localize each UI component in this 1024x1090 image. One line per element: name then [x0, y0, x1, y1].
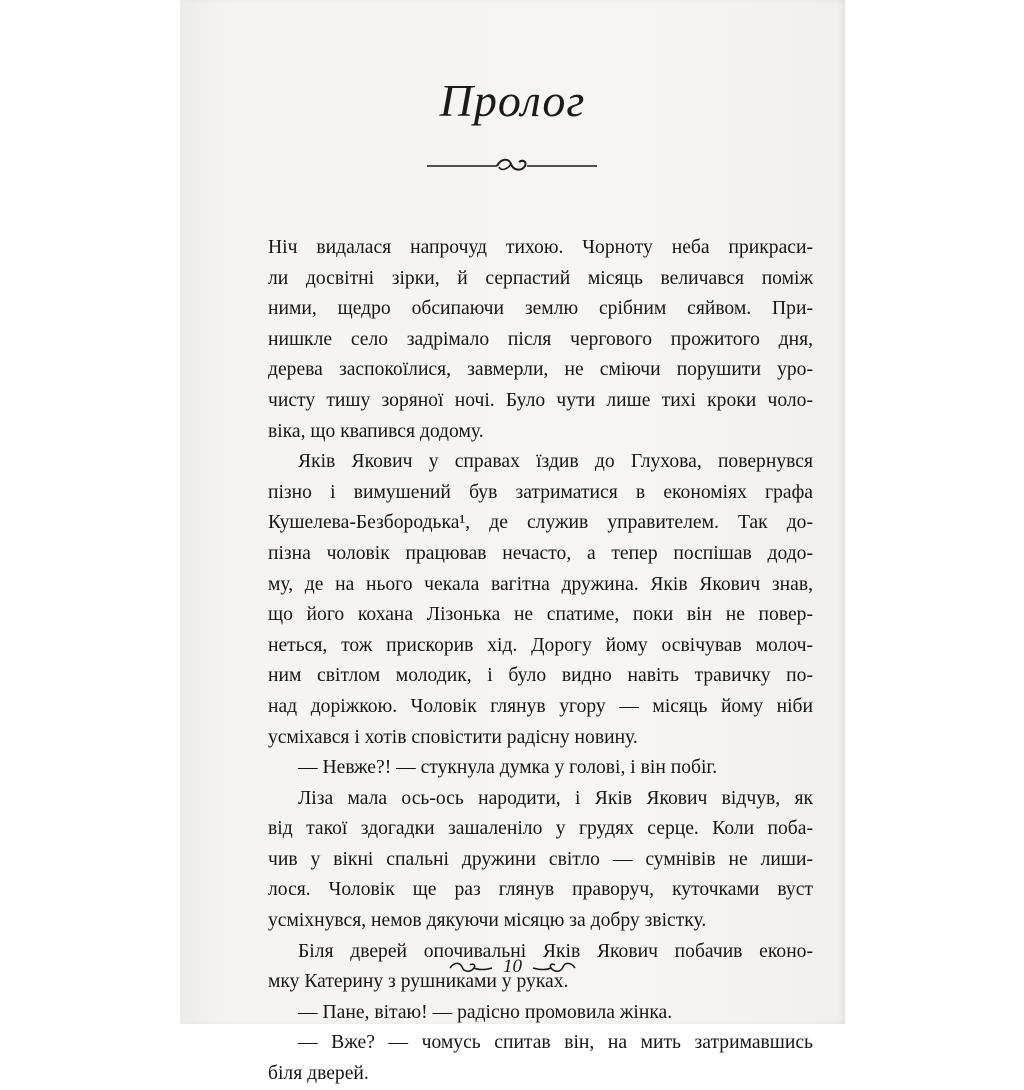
- footer-left-ornament: [448, 961, 494, 975]
- text-line: му, де на нього чекала вагітна дружина. Яків Якович знав,: [268, 573, 813, 595]
- text-line: ли досвітні зірки, й серпастий місяць величався поміж: [268, 267, 813, 289]
- text-line: біля дверей.: [268, 1063, 369, 1085]
- text-line: чисту тишу зоряної ночі. Було чути лише тихі кроки чоло-: [268, 389, 813, 411]
- page-footer: [180, 956, 845, 978]
- book-page: [180, 0, 845, 1085]
- text-line: ним світлом молодик, і було видно навіть травичку по-: [268, 665, 813, 687]
- text-line: нишкле село задрімало після чергового прожитого дня,: [268, 328, 813, 350]
- page-number: 10: [503, 956, 522, 977]
- title-divider-ornament: [427, 154, 597, 176]
- text-line: ними, щедро обсипаючи землю срібним сяйвом. При-: [268, 298, 813, 320]
- text-line: пізно і вимушений був затриматися в економіях графа: [268, 481, 813, 503]
- text-line: Біля дверей опочивальні Яків Якович побачив еконо-: [298, 940, 813, 962]
- text-line: віка, що квапився додому.: [268, 420, 484, 442]
- text-line: — Невже?! — стукнула думка у голові, і він побіг.: [298, 757, 718, 779]
- text-line: усміхнувся, немов дякуючи місяцю за добру звістку.: [268, 910, 707, 932]
- text-line: Кушелева-Безбородька¹, де служив управителем. Так до-: [268, 512, 813, 534]
- text-line: пізна чоловік працював нечасто, а тепер поспішав додо-: [268, 542, 813, 564]
- text-line: Ліза мала ось-ось народити, і Яків Якович відчув, як: [298, 787, 813, 809]
- text-line: Ніч видалася напрочуд тихою. Чорноту неба прикраси-: [268, 237, 813, 258]
- text-line: мку Катерину з рушниками у руках.: [268, 971, 569, 993]
- chapter-title: Пролог: [439, 75, 586, 126]
- text-line: над доріжкою. Чоловік глянув угору — місяць йому ніби: [268, 695, 813, 717]
- footer-right-ornament: [531, 961, 577, 975]
- text-line: що його кохана Лізонька не спатиме, поки він не повер-: [268, 604, 813, 626]
- text-line: неться, тож прискорив хід. Дорогу йому освічував молоч-: [268, 634, 813, 656]
- text-line: від такої здогадки зашаленіло у грудях серце. Коли поба-: [268, 818, 813, 840]
- text-line: дерева заспокоїлися, завмерли, не сміючи порушити уро-: [268, 359, 813, 381]
- text-line: Яків Якович у справах їздив до Глухова, повернувся: [298, 451, 813, 473]
- text-line: чив у вікні спальні дружини світло — сумнівів не лиши-: [268, 848, 813, 870]
- text-line: — Пане, вітаю! — радісно промовила жінка.: [298, 1001, 673, 1023]
- text-line: усміхався і хотів сповістити радісну новину.: [268, 726, 638, 748]
- text-line: лося. Чоловік ще раз глянув праворуч, куточками вуст: [268, 879, 813, 901]
- text-line: — Вже? — чомусь спитав він, на мить затримавшись: [298, 1032, 813, 1054]
